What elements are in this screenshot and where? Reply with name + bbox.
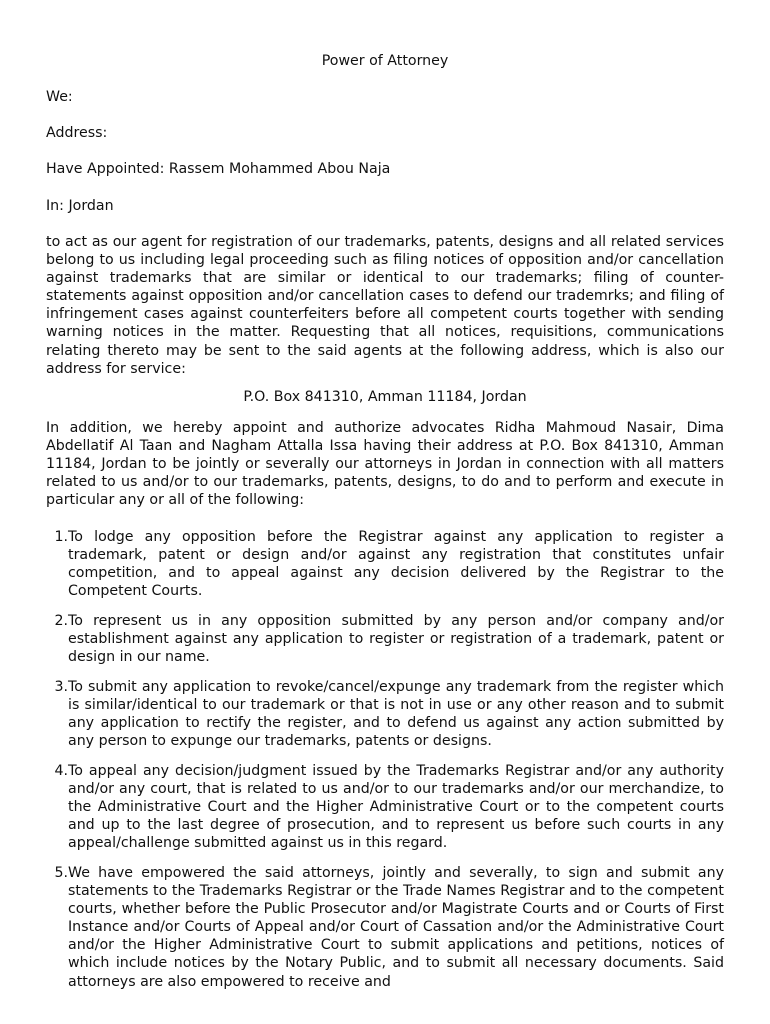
- we-field: We:: [46, 89, 73, 105]
- address-field: Address:: [46, 125, 108, 141]
- list-item-number: 4.: [54, 763, 68, 779]
- list-item-text: We have empowered the said attorneys, jointly and severally, to sign and submit any statements to the Trademarks Registrar or the Trade Names Registrar and to the competent courts, whether before the Public Prosecutor and/or Magistrate Courts and or Courts of First Instance and/or Courts of Appeal and/or Court of Cassation and/or the Administrative Court and/or the Higher Administrative Court to submit applications and petitions, notices of which include notices by the Notary Public, and to submit all necessary documents. Said attorneys are also empowered to receive and: [68, 865, 724, 990]
- list-item: [46, 612, 724, 666]
- list-item: [46, 678, 724, 750]
- agent-appointment-paragraph: to act as our agent for registration of our trademarks, patents, designs and all related services belong to us including legal proceeding such as filing notices of opposition and/or cancellation against trademarks that are similar or identical to our trademarks; filing of counter- statements against opposition and/or cancellation cases to defend our trademrks; and filing of infringement cases against counterfeiters before all competent courts together with sending warning notices in the matter. Requesting that all notices, requisitions, communications relating thereto may be sent to the said agents at the following address, which is also our address for service:: [46, 234, 724, 377]
- list-item-number: 3.: [54, 679, 68, 695]
- list-item-number: 5.: [54, 865, 68, 881]
- list-item-text: To lodge any opposition before the Registrar against any application to register a trademark, patent or design and/or against any registration that constitutes unfair competition, and to appeal against any decision delivered by the Registrar to the Competent Courts.: [68, 529, 724, 600]
- list-item-text: To submit any application to revoke/cancel/expunge any trademark from the register which is similar/identical to our trademark or that is not in use or any other reason and to submit any application to rectify the register, and to defend us against any action submitted by any person to expunge our trademarks, patents or designs.: [68, 679, 724, 750]
- list-item-number: 2.: [54, 613, 68, 629]
- list-item-text: To represent us in any opposition submitted by any person and/or company and/or establishment against any application to register or registration of a trademark, patent or design in our name.: [68, 613, 724, 666]
- list-item-text: To appeal any decision/judgment issued by the Trademarks Registrar and/or any authority and/or any court, that is related to us and/or to our trademarks and/or our merchandize, to the Administrative Court and the Higher Administrative Court or to the competent courts and up to the last degree of prosecution, and to represent us before such courts in any appeal/challenge submitted against us in this regard.: [68, 763, 724, 852]
- appointed-field: Have Appointed: Rassem Mohammed Abou Naja: [46, 161, 391, 177]
- list-item-number: 1.: [54, 529, 68, 545]
- document-title: Power of Attorney: [321, 53, 449, 69]
- list-item: [46, 762, 724, 852]
- service-address: P.O. Box 841310, Amman 11184, Jordan: [243, 389, 527, 405]
- list-item: [46, 528, 724, 600]
- advocates-paragraph: In addition, we hereby appoint and authorize advocates Ridha Mahmoud Nasair, Dima Abdellatif Al Taan and Nagham Attalla Issa having their address at P.O. Box 841310, Amman 11184, Jordan to be jointly or severally our attorneys in Jordan in connection with all matters related to us and/or to our trademarks, patents, designs, to do and to perform and execute in particular any or all of the following:: [46, 420, 724, 509]
- list-item: [46, 864, 724, 991]
- jurisdiction-field: In: Jordan: [46, 198, 114, 214]
